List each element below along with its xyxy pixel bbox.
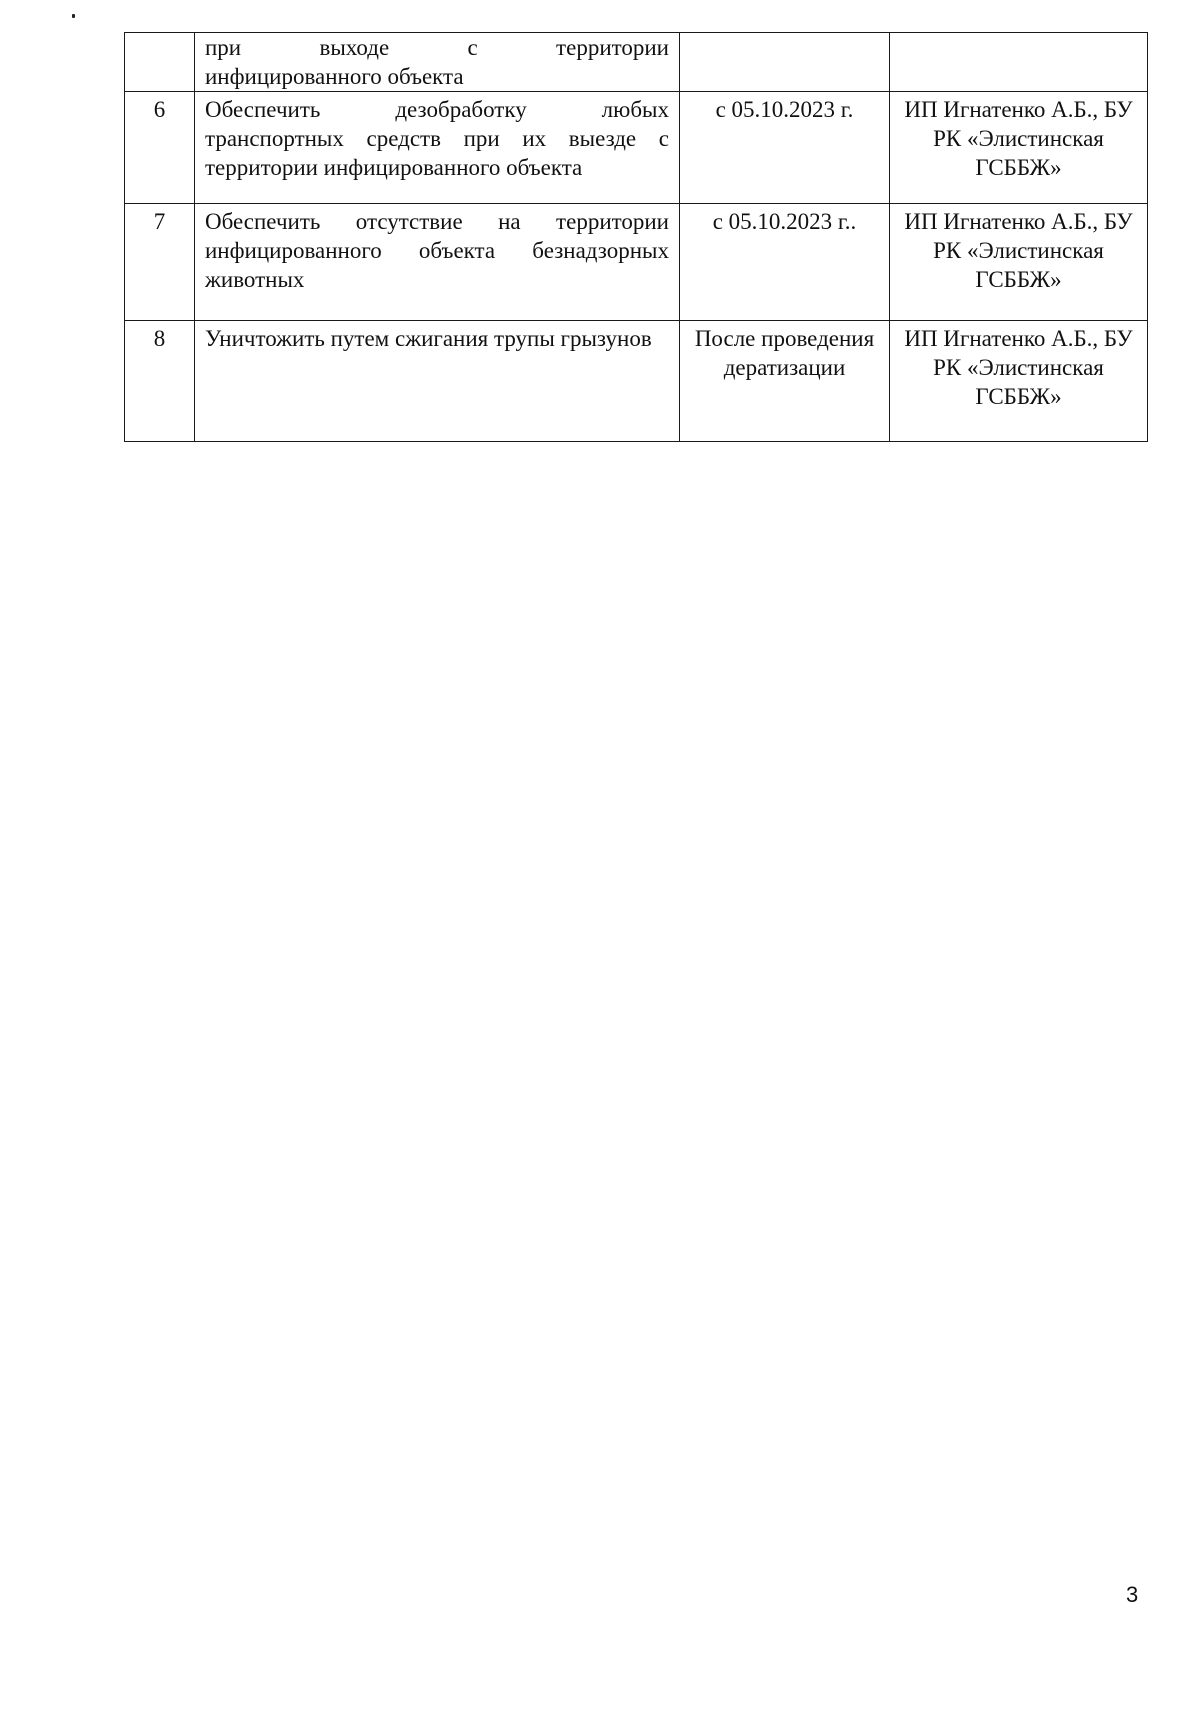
cell-action: Обеспечить дезобработку любых транспортных средств при их выезде с территории инфицированного объекта (195, 92, 680, 204)
cell-action: Обеспечить отсутствие на территории инфицированного объекта безнадзорных животных (195, 204, 680, 321)
cell-responsible: ИП Игнатенко А.Б., БУ РК «Элистинская ГСББЖ» (890, 204, 1148, 321)
table-row-continued (125, 33, 1148, 92)
cell-date: После проведения дератизации (680, 321, 890, 442)
action-line: инфицированного объекта (205, 64, 464, 89)
cell-num: 8 (125, 321, 195, 442)
measures-table (124, 32, 1148, 442)
table-row (125, 92, 1148, 204)
cell-num: 7 (125, 204, 195, 321)
table-row (125, 321, 1148, 442)
cell-responsible: ИП Игнатенко А.Б., БУ РК «Элистинская ГСББЖ» (890, 321, 1148, 442)
cell-action (195, 33, 680, 92)
page-number: 3 (1126, 1582, 1139, 1607)
cell-responsible: ИП Игнатенко А.Б., БУ РК «Элистинская ГСББЖ» (890, 92, 1148, 204)
cell-action: Уничтожить путем сжигания трупы грызунов (195, 321, 680, 442)
cell-date (680, 33, 890, 92)
scan-speck (72, 14, 75, 18)
cell-responsible (890, 33, 1148, 92)
cell-num (125, 33, 195, 92)
cell-date: с 05.10.2023 г.. (680, 204, 890, 321)
action-line: при выходе с территории (205, 35, 669, 60)
cell-num: 6 (125, 92, 195, 204)
table-row (125, 204, 1148, 321)
cell-date: с 05.10.2023 г. (680, 92, 890, 204)
